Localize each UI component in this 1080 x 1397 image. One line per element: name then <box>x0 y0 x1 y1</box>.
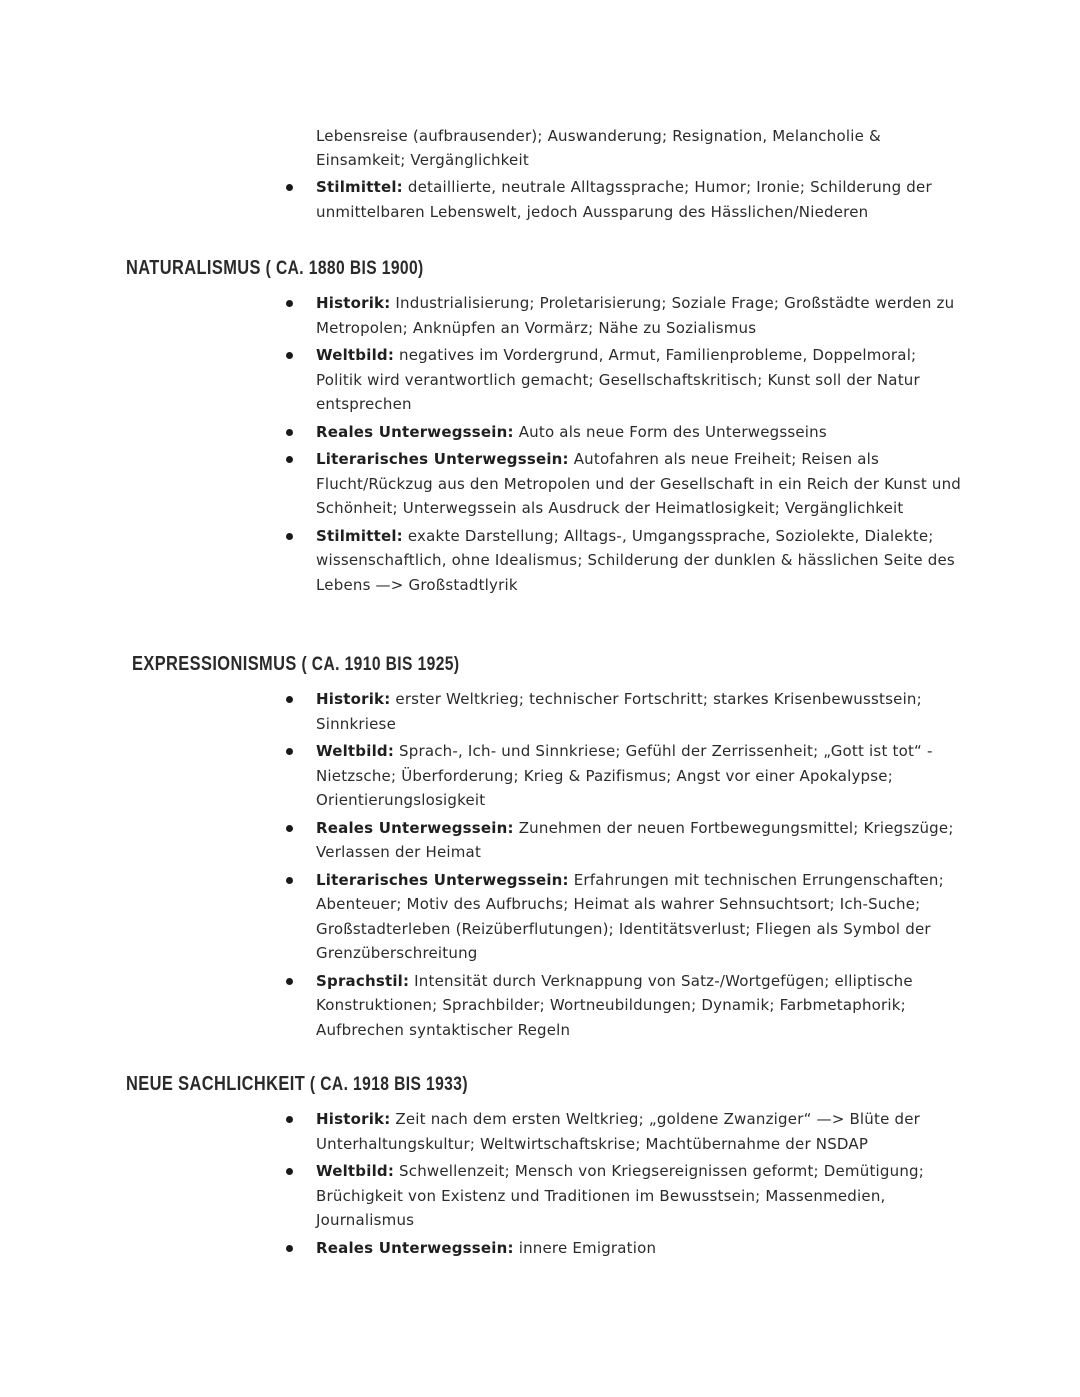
section-period: ( CA. 1880 BIS 1900) <box>260 258 424 279</box>
list-item <box>316 291 966 340</box>
list-item <box>316 524 966 598</box>
list-item <box>316 420 966 445</box>
list-item <box>316 1159 966 1233</box>
item-term: Historik: <box>316 690 391 708</box>
continuation-line: Einsamkeit; Vergänglichkeit <box>316 151 529 169</box>
list-item <box>316 343 966 417</box>
list-item <box>316 687 966 736</box>
item-text: innere Emigration <box>513 1238 657 1257</box>
item-text: Schwellenzeit; Mensch von Kriegsereignissen geformt; Demütigung; Brüchigkeit von Existenz und Traditionen im Bewusstsein; Massenmedien, Journalismus <box>316 1162 924 1229</box>
list-item <box>316 816 966 865</box>
section-list <box>316 291 966 600</box>
bullet-icon <box>286 748 293 755</box>
item-text: Intensität durch Verknappung von Satz-/Wortgefügen; elliptische Konstruktionen; Sprachbilder; Wortneubildungen; Dynamik; Farbmetaphorik; Aufbrechen syntaktischer Regeln <box>316 971 913 1039</box>
item-term: Historik: <box>316 294 391 312</box>
item-term: Reales Unterwegssein: <box>316 422 514 441</box>
intro-list <box>316 175 966 227</box>
item-term: Literarisches Unterwegssein: <box>316 450 569 468</box>
item-text: Zunehmen der neuen Fortbewegungsmittel; Kriegszüge; Verlassen der Heimat <box>316 818 954 861</box>
bullet-icon <box>286 877 293 884</box>
section-heading <box>126 1073 468 1096</box>
item-text: Auto als neue Form des Unterwegsseins <box>513 422 827 441</box>
item-term: Stilmittel: <box>316 178 403 196</box>
bullet-icon <box>286 978 293 985</box>
list-item <box>316 868 966 966</box>
continuation-line: Lebensreise (aufbrausender); Auswanderung; Resignation, Melancholie & <box>316 127 881 145</box>
item-text: detaillierte, neutrale Alltagssprache; Humor; Ironie; Schilderung der unmittelbaren Lebenswelt, jedoch Aussparung des Hässlichen/Niederen <box>316 178 932 221</box>
item-term: Weltbild: <box>316 1162 395 1180</box>
item-text: exakte Darstellung; Alltags-, Umgangssprache, Soziolekte, Dialekte; wissenschaftlich, ohne Idealismus; Schilderung der dunklen & hässlichen Seite des Lebens —> Großstadtlyrik <box>316 526 955 594</box>
bullet-icon <box>286 1245 293 1252</box>
list-item <box>316 739 966 813</box>
item-text: erster Weltkrieg; technischer Fortschritt; starkes Krisenbewusstsein; Sinnkriese <box>316 690 922 733</box>
item-term: Literarisches Unterwegssein: <box>316 870 569 889</box>
bullet-icon <box>286 184 293 191</box>
item-term: Reales Unterwegssein: <box>316 818 514 837</box>
list-item <box>316 969 966 1043</box>
bullet-icon <box>286 352 293 359</box>
section-period: ( CA. 1910 BIS 1925) <box>296 654 460 675</box>
bullet-icon <box>286 533 293 540</box>
section-list <box>316 687 966 1045</box>
section-period: ( CA. 1918 BIS 1933) <box>305 1074 468 1095</box>
section-heading <box>132 653 459 676</box>
item-text: Zeit nach dem ersten Weltkrieg; „goldene Zwanziger“ —> Blüte der Unterhaltungskultur; Weltwirtschaftskrise; Machtübernahme der NSDAP <box>316 1110 921 1153</box>
section-title: NEUE SACHLICHKEIT <box>126 1073 306 1095</box>
list-item <box>316 447 966 521</box>
item-term: Weltbild: <box>316 346 395 364</box>
item-text: Sprach-, Ich- und Sinnkriese; Gefühl der Zerrissenheit; „Gott ist tot“ -Nietzsche; Überforderung; Krieg & Pazifismus; Angst vor einer Apokalypse; Orientierungslosigkeit <box>316 742 933 809</box>
list-item <box>316 1236 966 1261</box>
bullet-icon <box>286 300 293 307</box>
bullet-icon <box>286 1116 293 1123</box>
item-term: Weltbild: <box>316 742 395 760</box>
item-term: Sprachstil: <box>316 971 410 990</box>
item-term: Stilmittel: <box>316 526 403 545</box>
bullet-icon <box>286 1168 293 1175</box>
section-title: NATURALISMUS <box>126 257 261 279</box>
bullet-icon <box>286 429 293 436</box>
item-text: negatives im Vordergrund, Armut, Familienprobleme, Doppelmoral; Politik wird verantwortlich gemacht; Gesellschaftskritisch; Kunst soll der Natur entsprechen <box>316 346 920 413</box>
list-item <box>316 175 966 224</box>
list-item <box>316 1107 966 1156</box>
bullet-icon <box>286 456 293 463</box>
item-text: Autofahren als neue Freiheit; Reisen als Flucht/Rückzug aus den Metropolen und der Gesellschaft in ein Reich der Kunst und Schönheit; Unterwegssein als Ausdruck der Heimatlosigkeit; Vergänglichkeit <box>316 450 962 517</box>
section-heading <box>126 257 424 280</box>
section-list <box>316 1107 966 1263</box>
item-text: Industrialisierung; Proletarisierung; Soziale Frage; Großstädte werden zu Metropolen; Anknüpfen an Vormärz; Nähe zu Sozialismus <box>316 294 955 337</box>
bullet-icon <box>286 825 293 832</box>
item-text: Erfahrungen mit technischen Errungenschaften; Abenteuer; Motiv des Aufbruchs; Heimat als wahrer Sehnsuchtsort; Ich-Suche; Großstadterleben (Reizüberflutungen); Identitätsverlust; Fliegen als Symbol der Grenzüberschreitung <box>316 870 944 962</box>
bullet-icon <box>286 696 293 703</box>
item-term: Historik: <box>316 1110 391 1128</box>
section-title: EXPRESSIONISMUS <box>132 653 297 675</box>
item-term: Reales Unterwegssein: <box>316 1238 514 1257</box>
